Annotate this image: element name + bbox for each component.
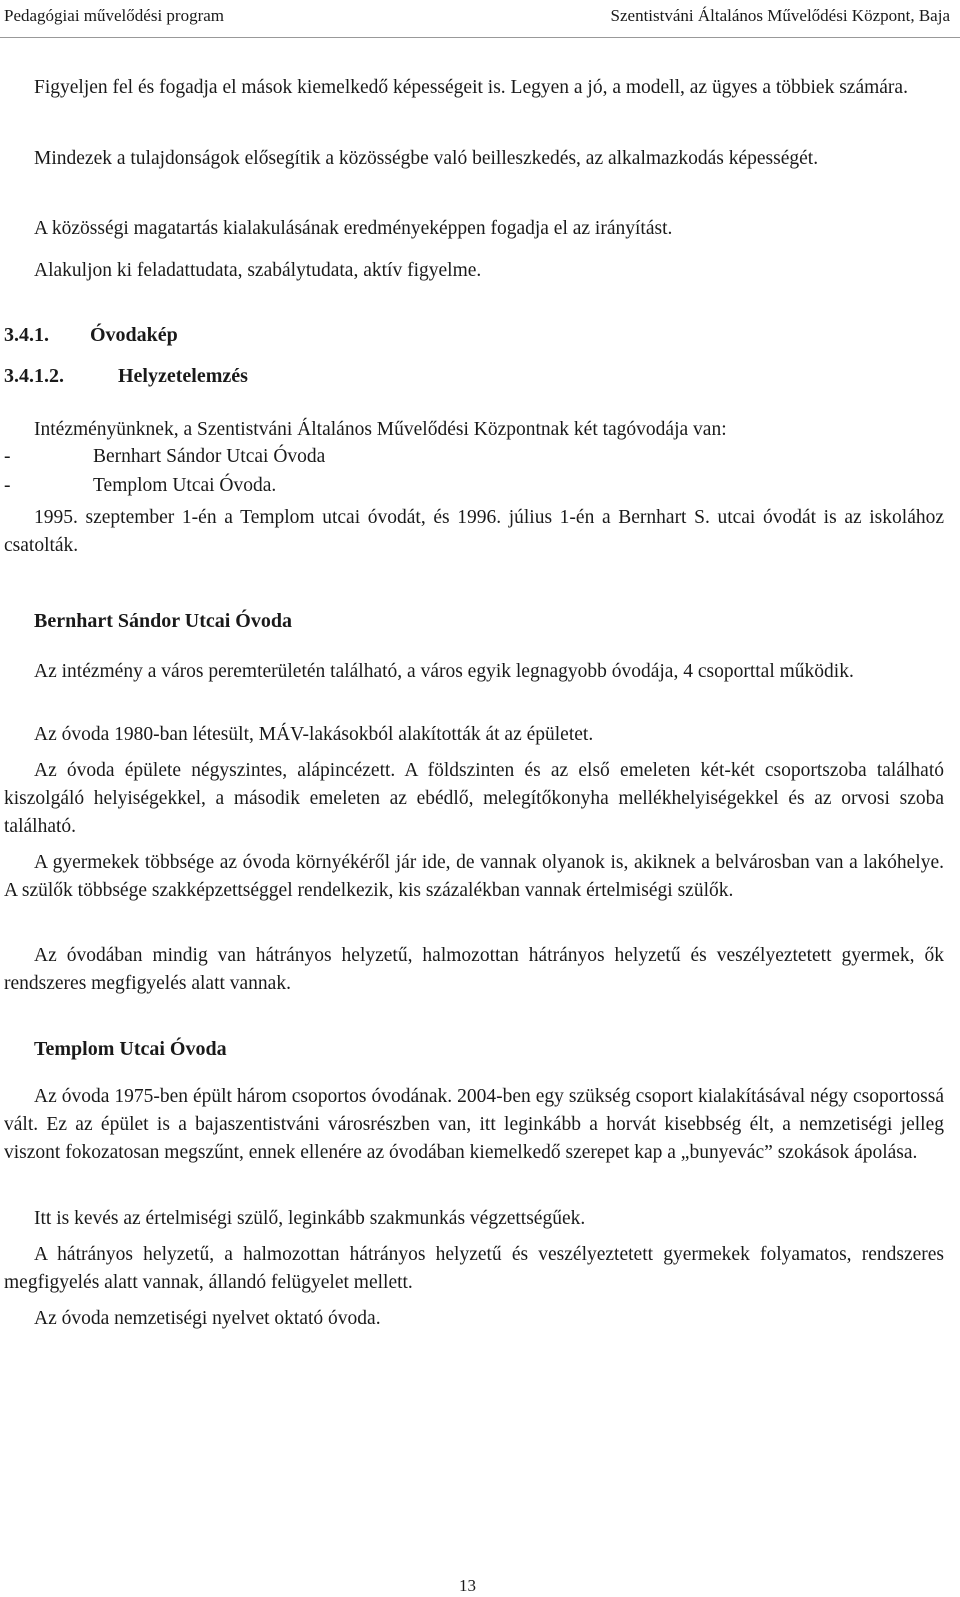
templom-paragraph-1	[4, 1083, 944, 1167]
intro-paragraph-1	[4, 74, 944, 102]
header-program-title: Pedagógiai művelődési program	[4, 6, 225, 25]
header-divider	[0, 37, 960, 38]
bernhart-paragraph-5	[4, 942, 944, 998]
bernhart-text-1: Az intézmény a város peremterületén található, a város egyik legnagyobb óvodája, 4 csoporttal működik.	[34, 661, 854, 682]
templom-paragraph-2	[4, 1205, 944, 1233]
bernhart-text-5: Az óvodában mindig van hátrányos helyzetű, halmozottan hátrányos helyzetű és veszélyeztetett gyermek, ők rendszeres megfigyelés alatt vannak.	[4, 945, 944, 994]
header-institution-name: Szentistváni Általános Művelődési Központ, Baja	[610, 6, 950, 25]
intro-text-2: Mindezek a tulajdonságok elősegítik a közösségbe való beilleszkedés, az alkalmazkodás képességét.	[34, 148, 819, 169]
templom-paragraph-4	[4, 1305, 944, 1333]
intro-text-3: A közösségi magatartás kialakulásának eredményeképpen fogadja el az irányítást.	[34, 218, 673, 239]
intro-text-4: Alakuljon ki feladattudata, szabálytudata, aktív figyelme.	[34, 260, 482, 281]
heading-templom: Templom Utcai Óvoda	[34, 1038, 227, 1060]
intro-text-1: Figyeljen fel és fogadja el mások kiemelkedő képességeit is. Legyen a jó, a modell, az ügyes a többiek számára.	[34, 77, 908, 98]
bernhart-paragraph-4	[4, 849, 944, 905]
templom-text-4: Az óvoda nemzetiségi nyelvet oktató óvoda.	[34, 1308, 381, 1329]
bernhart-text-4: A gyermekek többsége az óvoda környékéről jár ide, de vannak olyanok is, akiknek a belvárosban van a lakóhelye. A szülők többsége szakképzettséggel rendelkezik, kis százalékban vannak értelmiségi szülők.	[4, 852, 944, 901]
section-title-helyzetelemzes: Helyzetelemzés	[118, 365, 248, 387]
bernhart-paragraph-1	[4, 658, 944, 686]
situation-intro	[4, 416, 944, 444]
templom-text-3: A hátrányos helyzetű, a halmozottan hátrányos helyzetű és veszélyeztetett gyermekek folyamatos, rendszeres megfigyelés alatt vannak, állandó felügyelet mellett.	[4, 1244, 944, 1293]
intro-paragraph-3	[4, 215, 944, 243]
situation-intro-text: Intézményünknek, a Szentistváni Általános Művelődési Központnak két tagóvodája van:	[34, 419, 727, 440]
bernhart-paragraph-3	[4, 757, 944, 841]
section-title-ovodakep: Óvodakép	[90, 324, 178, 346]
intro-paragraph-4	[4, 257, 944, 285]
list-item-bernhart: Bernhart Sándor Utcai Óvoda	[93, 446, 326, 467]
bernhart-paragraph-2	[4, 721, 944, 749]
templom-paragraph-3	[4, 1241, 944, 1297]
section-number-3-4-1: 3.4.1.	[4, 324, 49, 346]
templom-text-1: Az óvoda 1975-ben épült három csoportos óvodának. 2004-ben egy szükség csoport kialakításával négy csoportossá vált. Ez az épület is a bajaszentistváni városrészben van, itt leginkább a horvát kisebbség élt, a nemzetiségi jelleg viszont fokozatosan megszűnt, ennek ellenére az óvodában kiemelkedő szerepet kap a „bunyevác” szokások ápolása.	[4, 1086, 944, 1163]
bernhart-text-3: Az óvoda épülete négyszintes, alápincézett. A földszinten és az első emeleten két-két csoportszoba található kiszolgáló helyiségekkel, a második emeleten az ebédlő, melegítőkonyha mellékhelyiségekkel és az orvosi szoba található.	[4, 760, 944, 837]
templom-text-2: Itt is kevés az értelmiségi szülő, leginkább szakmunkás végzettségűek.	[34, 1208, 586, 1229]
bernhart-text-2: Az óvoda 1980-ban létesült, MÁV-lakásokból alakították át az épületet.	[34, 724, 594, 745]
list-dash-1: -	[4, 446, 11, 467]
situation-history-text: 1995. szeptember 1-én a Templom utcai óvodát, és 1996. július 1-én a Bernhart S. utcai óvodát is az iskolához csatolták.	[4, 507, 944, 556]
situation-history	[4, 504, 944, 560]
page-number: 13	[459, 1576, 476, 1595]
heading-bernhart: Bernhart Sándor Utcai Óvoda	[34, 610, 292, 632]
intro-paragraph-2	[4, 145, 944, 173]
list-dash-2: -	[4, 475, 11, 496]
section-number-3-4-1-2: 3.4.1.2.	[4, 365, 64, 387]
list-item-templom: Templom Utcai Óvoda.	[93, 475, 277, 496]
